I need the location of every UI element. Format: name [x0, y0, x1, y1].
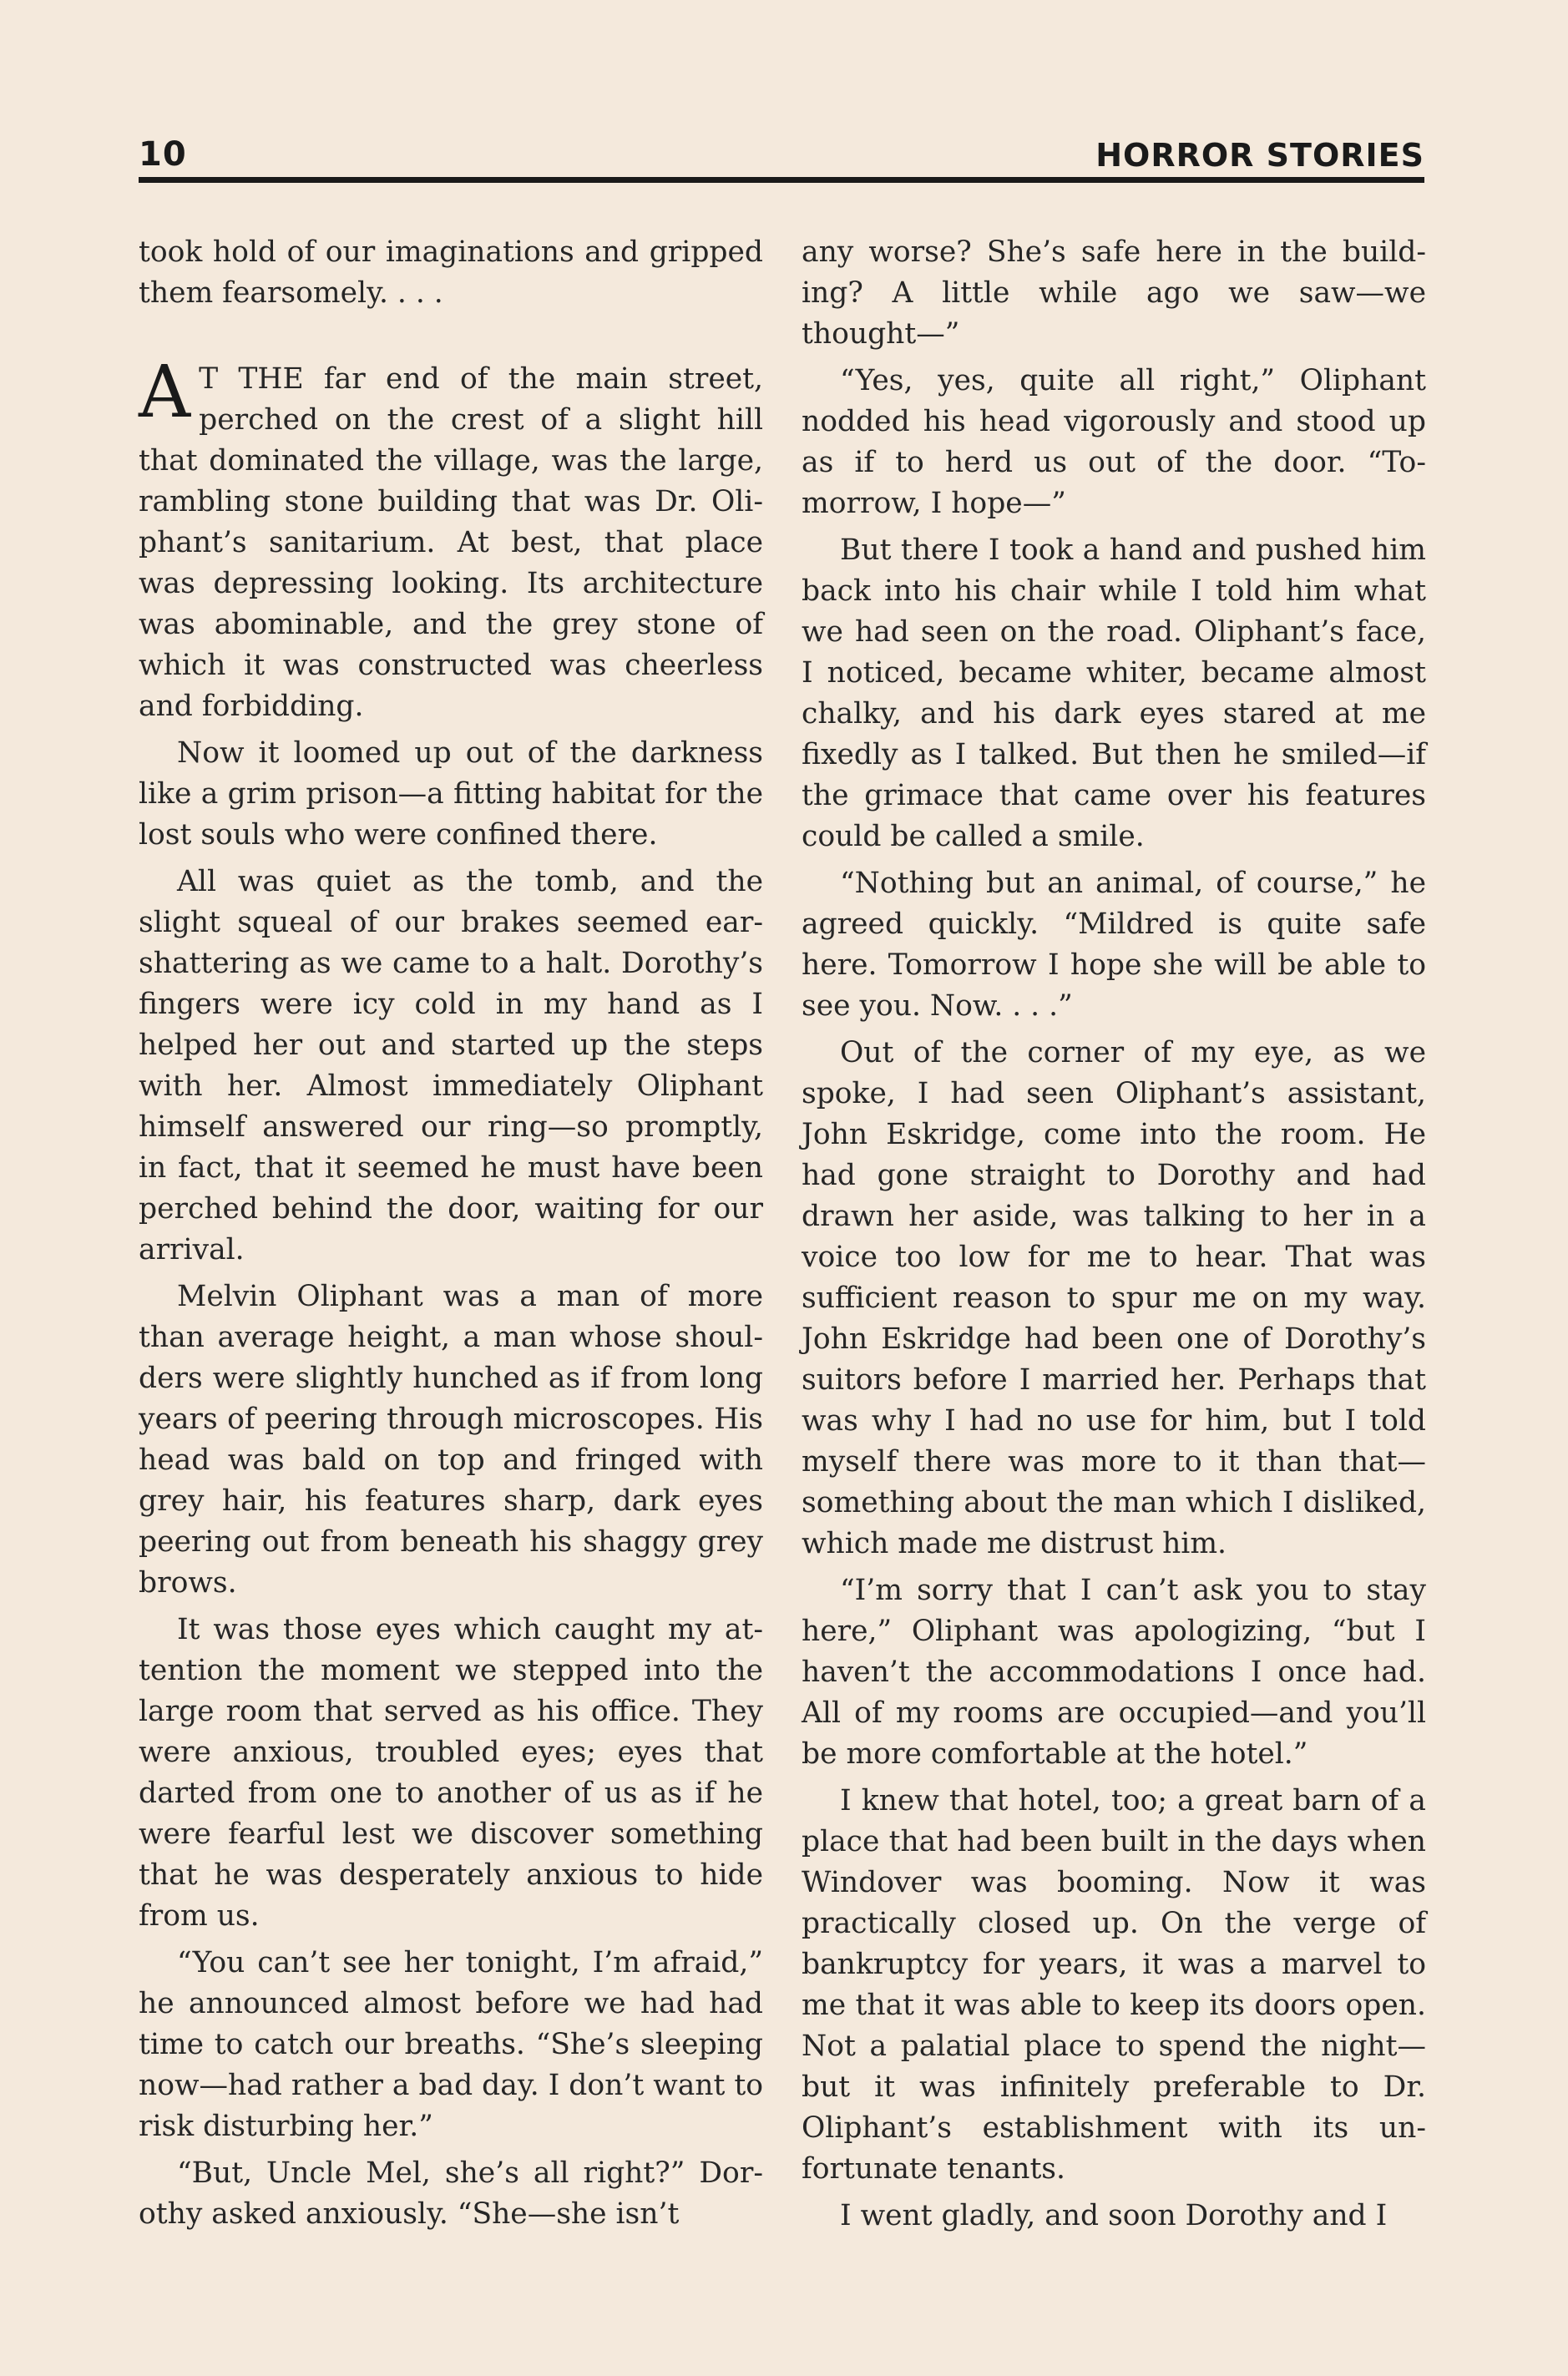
paragraph: “I’m sorry that I can’t ask you to stay here,” Oliphant was apologizing, “but I haven’t the accommodations I once had. All of my rooms are occupied—and you’ll be more comfortable at the hotel.” — [802, 1574, 1426, 1771]
paragraph: “But, Uncle Mel, she’s all right?” Dorothy asked anxiously. “She—she isn’t — [139, 2156, 763, 2231]
paragraph: All was quiet as the tomb, and the slight squeal of our brakes seemed ear-shattering as we came to a halt. Dorothy’s fingers were icy cold in my hand as I helped her out and started up the steps with her. Almost immediately Oliphant himself answered our ring—so promptly, in fact, that it seemed he must have been perched behind the door, waiting for our arrival. — [139, 865, 763, 1266]
lead-in-caps: T THE — [199, 362, 304, 396]
paragraph: I went gladly, and soon Dorothy and I — [840, 2199, 1388, 2232]
left-column — [139, 232, 763, 2241]
magazine-title: HORROR STORIES — [1095, 137, 1424, 174]
section-opening-paragraph — [139, 351, 763, 727]
paragraph: But there I took a hand and pushed him back into his chair while I told him what we had seen on the road. Oliphant’s face, I noticed, became whiter, became almost chalky, and his dark eyes stared at me fixedly as I talked. But then he smiled—if the grimace that came over his features could be called a smile. — [802, 533, 1426, 853]
drop-cap: A — [139, 351, 191, 434]
paragraph-text: far end of the main street, perched on the crest of a slight hill that dominated the village, was the large, rambling stone building that was Dr. Oliphant’s sanitarium. At best, that place was depressing looking. Its architecture was abominable, and the grey stone of which it was constructed was cheerless and forbidding. — [139, 362, 763, 723]
paragraph: “You can’t see her tonight, I’m afraid,” he announced almost before we had had time to catch our breaths. “She’s sleeping now—had rather a bad day. I don’t want to risk disturbing her.” — [139, 1946, 763, 2143]
paragraph: It was those eyes which caught my attention the moment we stepped into the large room that served as his office. They were anxious, troubled eyes; eyes that darted from one to another of us as if he were fearful lest we discover something that he was desperately anxious to hide from us. — [139, 1613, 763, 1933]
paragraph: Out of the corner of my eye, as we spoke, I had seen Oliphant’s assistant, John Eskridge, come into the room. He had gone straight to Dorothy and had drawn her aside, was talking to her in a voice too low for me to hear. That was sufficient reason to spur me on my way. John Eskridge had been one of Dorothy’s suitors before I married her. Perhaps that was why I had no use for him, but I told myself there was more to it than that—something about the man which I disliked, which made me distrust him. — [802, 1036, 1426, 1560]
paragraph: “Nothing but an animal, of course,” he agreed quickly. “Mildred is quite safe here. Tomorrow I hope she will be able to see you. Now. . . .” — [802, 867, 1426, 1023]
page-header — [139, 132, 1424, 179]
paragraph: Now it loomed up out of the darkness like a grim prison—a fitting habitat for the lost souls who were confined there. — [139, 736, 763, 852]
right-column — [802, 232, 1426, 2242]
paragraph: Melvin Oliphant was a man of more than average height, a man whose shoulders were slightly hunched as if from long years of peering through microscopes. His head was bald on top and fringed with grey hair, his features sharp, dark eyes peering out from beneath his shaggy grey brows. — [139, 1280, 763, 1600]
paragraph: took hold of our imaginations and gripped them fearsomely. . . . — [139, 235, 763, 310]
paragraph: “Yes, yes, quite all right,” Oliphant nodded his head vigorously and stood up as if to herd us out of the door. “Tomorrow, I hope—” — [802, 364, 1426, 520]
header-rule — [139, 177, 1424, 183]
page-number: 10 — [139, 135, 187, 174]
paragraph: I knew that hotel, too; a great barn of a place that had been built in the days when Windover was booming. Now it was practically closed up. On the verge of bankruptcy for years, it was a marvel to me that it was able to keep its doors open. Not a palatial place to spend the night—but it was infinitely preferable to Dr. Oliphant’s establishment with its unfortunate tenants. — [802, 1784, 1426, 2186]
paragraph: any worse? She’s safe here in the building? A little while ago we saw—we thought—” — [802, 235, 1426, 351]
